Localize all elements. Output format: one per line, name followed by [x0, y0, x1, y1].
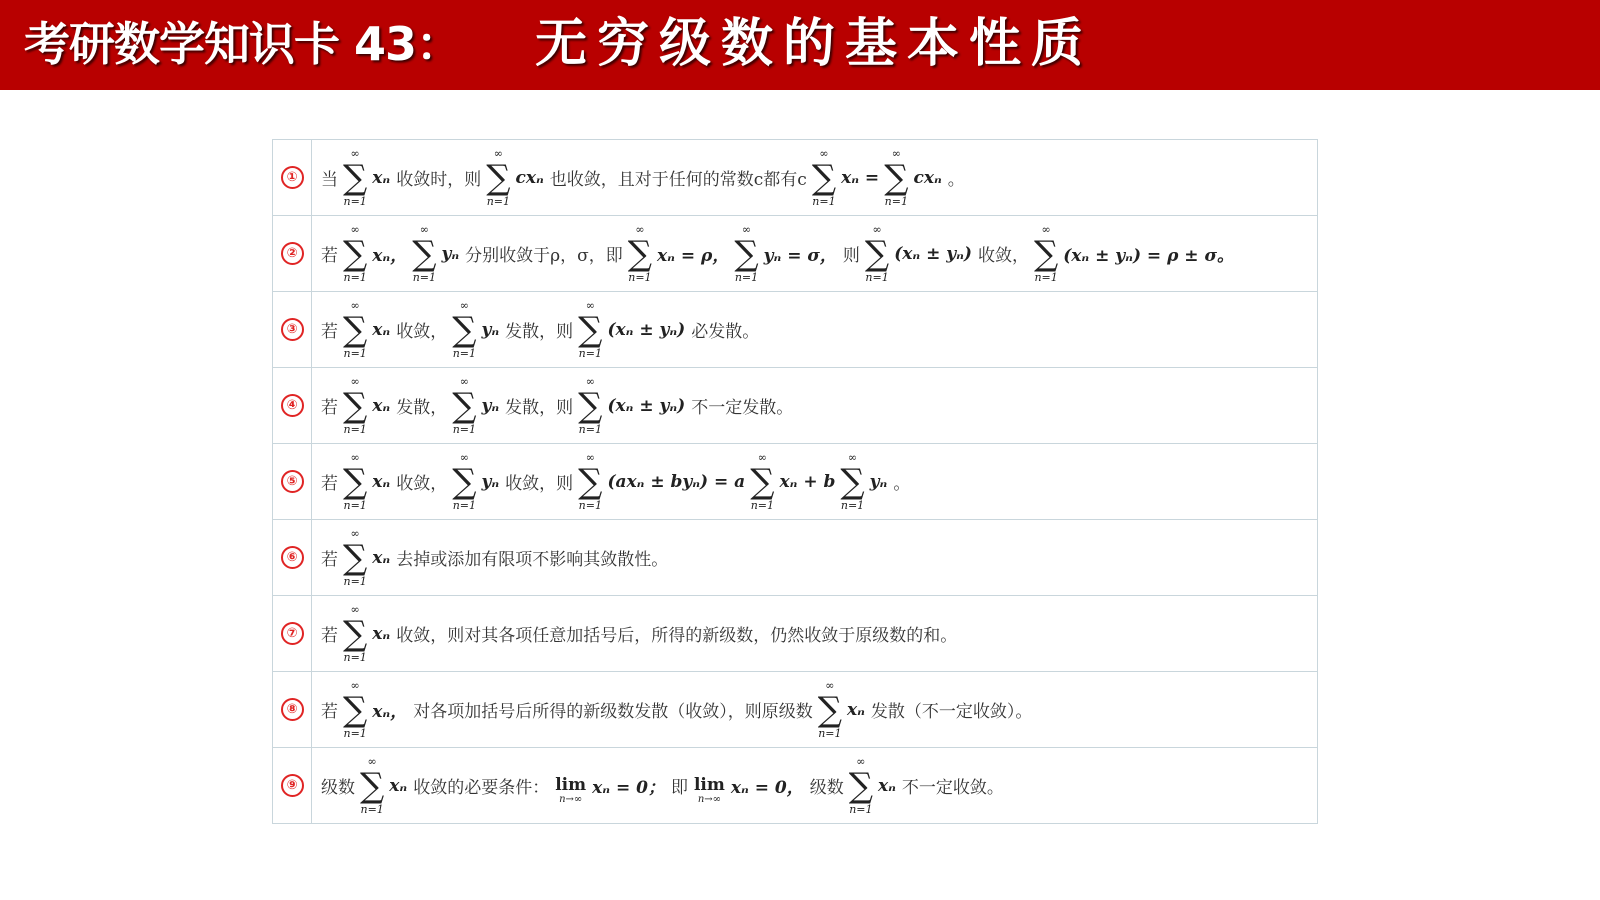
sigma-icon: ∑	[343, 309, 368, 350]
statement-text: 收敛，	[977, 246, 1029, 266]
summation-symbol	[840, 452, 864, 512]
statement-text: 收敛，则	[505, 474, 574, 494]
sigma-icon: ∑	[734, 233, 759, 274]
property-number: ⑨	[281, 774, 304, 797]
summation-symbol	[734, 224, 758, 284]
property-number-cell	[273, 368, 312, 443]
summation-lower-limit: n=1	[750, 498, 774, 512]
summation-symbol	[343, 148, 367, 208]
math-expression: yₙ	[441, 243, 460, 264]
sigma-icon: ∑	[750, 461, 775, 502]
card-number-label: 考研数学知识卡 43：	[24, 17, 462, 71]
summation-symbol	[628, 224, 652, 284]
math-expression: xₙ = ρ，	[657, 246, 730, 266]
sigma-icon: ∑	[840, 461, 865, 502]
summation-lower-limit: n=1	[343, 650, 367, 664]
statement-text: 去掉或添加有限项不影响其敛散性。	[396, 550, 669, 570]
property-content	[312, 368, 1317, 443]
property-row	[273, 140, 1317, 216]
math-expression: (xₙ ± yₙ)	[894, 243, 972, 264]
summation-upper-limit: ∞	[350, 146, 360, 160]
statement-text: 收敛时，则	[396, 170, 482, 190]
summation-lower-limit: n=1	[452, 422, 476, 436]
property-number-cell	[273, 672, 312, 747]
statement-text: 若	[321, 626, 338, 646]
summation-upper-limit: ∞	[459, 450, 469, 464]
summation-lower-limit: n=1	[412, 270, 436, 284]
summation-symbol	[750, 452, 774, 512]
summation-upper-limit: ∞	[350, 374, 360, 388]
summation-lower-limit: n=1	[343, 498, 367, 512]
summation-upper-limit: ∞	[1041, 222, 1051, 236]
math-expression: (xₙ ± yₙ)	[607, 319, 686, 340]
property-number: ③	[281, 318, 304, 341]
summation-upper-limit: ∞	[350, 222, 360, 236]
math-expression: xₙ = 0，	[730, 778, 804, 798]
properties-table	[272, 139, 1318, 824]
math-expression: (axₙ ± byₙ) = a	[607, 471, 746, 492]
limit-subscript: n→∞	[559, 794, 583, 805]
summation-symbol	[452, 452, 476, 512]
math-expression: xₙ	[372, 547, 391, 568]
math-expression: xₙ	[372, 623, 391, 644]
sigma-icon: ∑	[578, 309, 603, 350]
summation-upper-limit: ∞	[757, 450, 767, 464]
property-content	[312, 596, 1317, 671]
summation-symbol	[343, 300, 367, 360]
math-expression: yₙ	[481, 395, 500, 416]
property-number: ⑥	[281, 546, 304, 569]
property-content	[312, 140, 1317, 215]
summation-symbol	[343, 452, 367, 512]
math-expression: xₙ	[372, 395, 391, 416]
statement-text: 也收敛，且对于任何的常数c都有c	[549, 170, 807, 190]
summation-symbol	[578, 300, 602, 360]
sigma-icon: ∑	[884, 157, 909, 198]
sigma-icon: ∑	[343, 385, 368, 426]
page-title: 无穷级数的基本性质	[535, 14, 1094, 74]
summation-upper-limit: ∞	[367, 754, 377, 768]
sigma-icon: ∑	[343, 613, 368, 654]
statement-text: 。	[893, 474, 911, 494]
property-number: ①	[281, 166, 304, 189]
property-number: ⑦	[281, 622, 304, 645]
math-expression: xₙ = 0；	[592, 778, 665, 798]
statement-text: 发散（不一定收敛）。	[870, 702, 1033, 722]
math-expression: xₙ	[846, 699, 865, 720]
summation-symbol	[578, 452, 602, 512]
summation-symbol	[452, 300, 476, 360]
summation-upper-limit: ∞	[493, 146, 503, 160]
statement-text: 若	[321, 550, 338, 570]
summation-upper-limit: ∞	[741, 222, 752, 236]
property-number-cell	[273, 596, 312, 671]
summation-lower-limit: n=1	[343, 422, 367, 436]
summation-upper-limit: ∞	[635, 222, 645, 236]
limit-subscript: n→∞	[697, 794, 721, 805]
summation-lower-limit: n=1	[818, 726, 842, 740]
statement-text: 级数	[321, 778, 355, 798]
sigma-icon: ∑	[343, 537, 368, 578]
summation-lower-limit: n=1	[1034, 270, 1058, 284]
summation-symbol	[849, 756, 873, 816]
property-number-cell	[273, 216, 312, 291]
summation-symbol	[360, 756, 384, 816]
summation-lower-limit: n=1	[884, 194, 908, 208]
summation-lower-limit: n=1	[812, 194, 836, 208]
summation-lower-limit: n=1	[452, 498, 476, 512]
math-expression: xₙ =	[841, 167, 880, 188]
statement-text: 收敛的必要条件：	[413, 778, 550, 798]
sigma-icon: ∑	[412, 233, 437, 274]
property-row	[273, 368, 1317, 444]
math-expression: yₙ	[481, 319, 500, 340]
math-expression: cxₙ	[913, 167, 942, 188]
summation-symbol	[343, 376, 367, 436]
summation-symbol	[884, 148, 908, 208]
summation-lower-limit: n=1	[343, 346, 367, 360]
summation-upper-limit: ∞	[350, 678, 360, 692]
statement-text: 。	[947, 170, 965, 190]
math-expression: xₙ	[389, 775, 408, 796]
math-expression: (xₙ ± yₙ) = ρ ± σ。	[1063, 246, 1235, 266]
summation-symbol	[486, 148, 510, 208]
property-number: ④	[281, 394, 304, 417]
math-expression: yₙ	[869, 471, 888, 492]
sigma-icon: ∑	[848, 765, 873, 806]
statement-text: 发散，则	[505, 322, 574, 342]
summation-upper-limit: ∞	[350, 450, 360, 464]
sigma-icon: ∑	[343, 689, 368, 730]
sigma-icon: ∑	[452, 309, 477, 350]
statement-text: 分别收敛于ρ，σ，即	[465, 246, 623, 266]
summation-upper-limit: ∞	[891, 146, 901, 160]
summation-upper-limit: ∞	[585, 298, 595, 312]
statement-text: 若	[321, 702, 338, 722]
limit-label: lim	[693, 775, 725, 795]
summation-upper-limit: ∞	[459, 374, 469, 388]
statement-text: 当	[321, 170, 338, 190]
property-row	[273, 520, 1317, 596]
property-number-cell	[273, 520, 312, 595]
property-number-cell	[273, 748, 312, 823]
sigma-icon: ∑	[578, 385, 603, 426]
math-expression: yₙ = σ，	[763, 246, 837, 266]
summation-lower-limit: n=1	[343, 726, 367, 740]
property-number-cell	[273, 444, 312, 519]
summation-lower-limit: n=1	[360, 802, 384, 816]
sigma-icon: ∑	[864, 233, 890, 274]
summation-upper-limit: ∞	[585, 450, 595, 464]
summation-lower-limit: n=1	[840, 498, 865, 512]
summation-lower-limit: n=1	[343, 574, 367, 588]
limit-label: lim	[555, 775, 587, 795]
summation-symbol	[818, 680, 842, 740]
math-expression: xₙ，	[372, 246, 408, 266]
property-content	[312, 672, 1317, 747]
property-row	[273, 292, 1317, 368]
summation-upper-limit: ∞	[856, 754, 866, 768]
summation-lower-limit: n=1	[578, 498, 602, 512]
sigma-icon: ∑	[343, 157, 368, 198]
property-row	[273, 596, 1317, 672]
summation-upper-limit: ∞	[459, 298, 469, 312]
summation-symbol	[343, 680, 367, 740]
statement-text: 必发散。	[691, 322, 760, 342]
sigma-icon: ∑	[343, 233, 368, 274]
sigma-icon: ∑	[578, 461, 603, 502]
title-bar	[0, 0, 1600, 90]
sigma-icon: ∑	[817, 689, 842, 730]
summation-lower-limit: n=1	[486, 194, 510, 208]
property-number: ②	[281, 242, 304, 265]
property-content	[312, 216, 1317, 291]
property-row	[273, 444, 1317, 520]
statement-text: 发散，则	[505, 398, 574, 418]
statement-text: 若	[321, 322, 338, 342]
statement-text: 收敛，则对其各项任意加括号后，所得的新级数，仍然收敛于原级数的和。	[396, 626, 958, 646]
summation-lower-limit: n=1	[343, 270, 367, 284]
summation-symbol	[812, 148, 836, 208]
property-content	[312, 292, 1317, 367]
statement-text: 若	[321, 246, 338, 266]
sigma-icon: ∑	[343, 461, 368, 502]
statement-text: 收敛，	[396, 474, 448, 494]
summation-upper-limit: ∞	[350, 298, 360, 312]
statement-text: 若	[321, 474, 338, 494]
limit-operator	[555, 766, 586, 805]
limit-operator	[694, 766, 725, 805]
summation-symbol	[412, 224, 436, 284]
property-content	[312, 444, 1317, 519]
summation-symbol	[578, 376, 602, 436]
summation-upper-limit: ∞	[819, 146, 829, 160]
statement-text: 则	[842, 246, 860, 266]
math-expression: xₙ	[877, 775, 896, 796]
summation-upper-limit: ∞	[350, 526, 360, 540]
summation-symbol	[343, 528, 367, 588]
summation-lower-limit: n=1	[578, 346, 602, 360]
sigma-icon: ∑	[452, 385, 477, 426]
sigma-icon: ∑	[486, 157, 511, 198]
math-expression: cxₙ	[515, 167, 544, 188]
statement-text: 级数	[809, 778, 844, 798]
property-content	[312, 520, 1317, 595]
summation-lower-limit: n=1	[452, 346, 476, 360]
math-expression: xₙ，	[372, 702, 408, 722]
math-expression: xₙ	[372, 471, 391, 492]
summation-lower-limit: n=1	[343, 194, 367, 208]
sigma-icon: ∑	[811, 157, 837, 198]
summation-upper-limit: ∞	[350, 602, 360, 616]
sigma-icon: ∑	[627, 233, 653, 274]
summation-upper-limit: ∞	[825, 678, 835, 692]
summation-symbol	[1034, 224, 1058, 284]
property-number-cell	[273, 140, 312, 215]
property-row	[273, 748, 1317, 824]
summation-lower-limit: n=1	[849, 802, 873, 816]
math-expression: xₙ + b	[779, 471, 836, 492]
property-content	[312, 748, 1317, 823]
summation-symbol	[865, 224, 889, 284]
summation-lower-limit: n=1	[734, 270, 759, 284]
statement-text: 发散，	[396, 398, 448, 418]
math-expression: xₙ	[372, 319, 391, 340]
property-number: ⑤	[281, 470, 304, 493]
summation-symbol	[452, 376, 476, 436]
sigma-icon: ∑	[452, 461, 477, 502]
summation-upper-limit: ∞	[872, 222, 882, 236]
summation-lower-limit: n=1	[865, 270, 889, 284]
summation-upper-limit: ∞	[585, 374, 595, 388]
property-row	[273, 672, 1317, 748]
property-row	[273, 216, 1317, 292]
summation-upper-limit: ∞	[847, 450, 858, 464]
summation-symbol	[343, 604, 367, 664]
summation-symbol	[343, 224, 367, 284]
sigma-icon: ∑	[1033, 233, 1059, 274]
sigma-icon: ∑	[360, 765, 385, 806]
summation-upper-limit: ∞	[419, 222, 429, 236]
summation-lower-limit: n=1	[628, 270, 652, 284]
statement-text: 不一定发散。	[691, 398, 794, 418]
summation-lower-limit: n=1	[578, 422, 602, 436]
statement-text: 不一定收敛。	[901, 778, 1004, 798]
statement-text: 收敛，	[396, 322, 448, 342]
math-expression: xₙ	[372, 167, 391, 188]
statement-text: 对各项加括号后所得的新级数发散（收敛），则原级数	[413, 702, 813, 722]
statement-text: 即	[670, 778, 688, 798]
math-expression: (xₙ ± yₙ)	[607, 395, 686, 416]
property-number-cell	[273, 292, 312, 367]
math-expression: yₙ	[481, 471, 500, 492]
statement-text: 若	[321, 398, 338, 418]
property-number: ⑧	[281, 698, 304, 721]
